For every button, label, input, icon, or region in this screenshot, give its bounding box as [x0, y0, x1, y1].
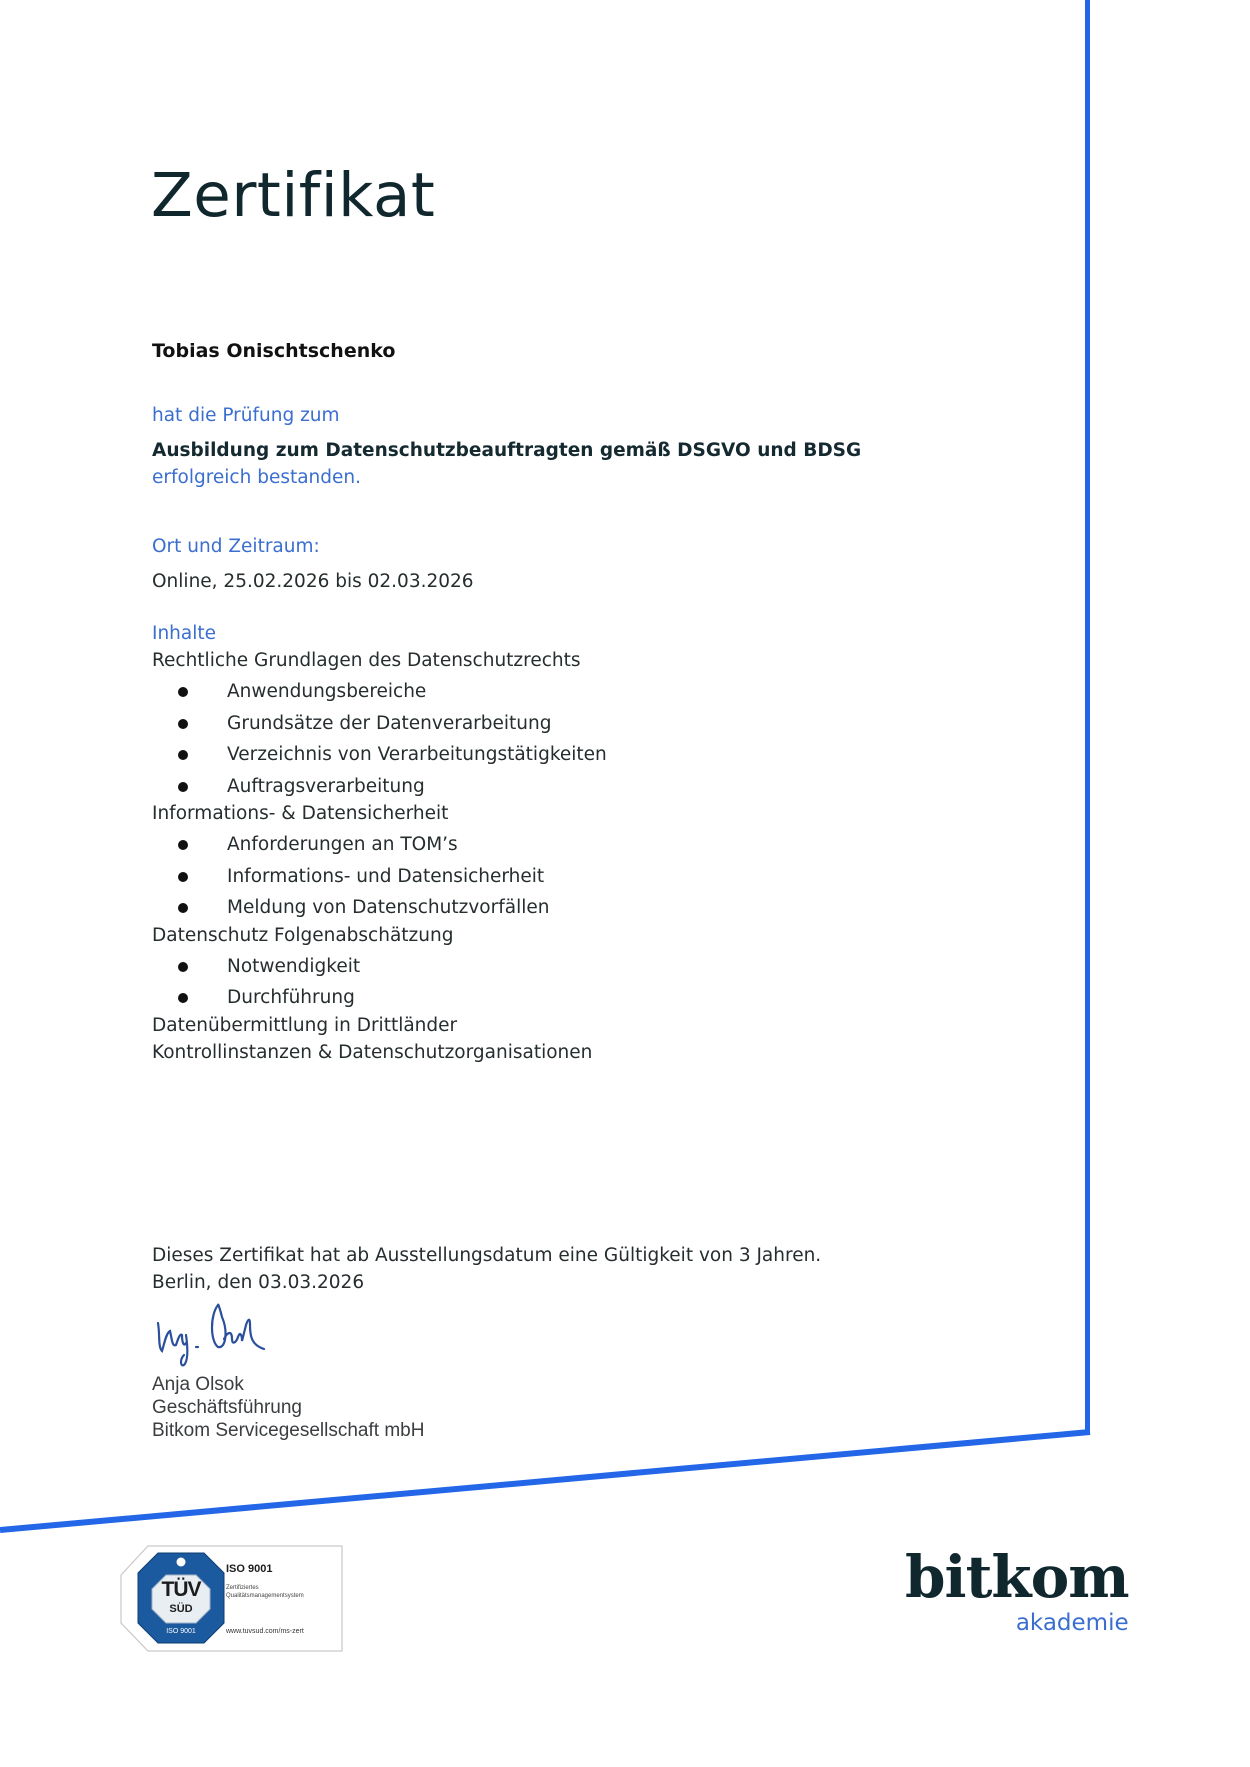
course-title: Ausbildung zum Datenschutzbeauftragten gemäß DSGVO und BDSG: [152, 440, 862, 461]
contents-heading: Kontrollinstanzen & Datenschutzorganisationen: [152, 1042, 593, 1063]
brand-sub: akademie: [1015, 1610, 1129, 1636]
tuv-logo-sub: SÜD: [169, 1603, 193, 1615]
recipient-name: Tobias Onischtschenko: [152, 340, 396, 362]
bullet-icon: [178, 719, 188, 729]
signatory-name: Anja Olsok: [152, 1374, 244, 1395]
tuv-url: www.tuvsud.com/ms-zert: [226, 1628, 304, 1635]
list-item: Durchführung: [227, 987, 355, 1008]
bitkom-akademie-logo: [905, 1543, 1129, 1636]
contents-heading: Datenübermittlung in Drittländer: [152, 1015, 458, 1036]
signature-image: [152, 1295, 292, 1370]
tuv-logo-iso: ISO 9001: [166, 1628, 196, 1635]
list-item: Informations- und Datensicherheit: [227, 866, 545, 887]
contents-heading: Rechtliche Grundlagen des Datenschutzrechts: [152, 650, 581, 671]
list-item: Anforderungen an TOM’s: [227, 834, 458, 855]
list-item: Grundsätze der Datenverarbeitung: [227, 713, 552, 734]
intro-text: hat die Prüfung zum: [152, 405, 340, 426]
signatory-company: Bitkom Servicegesellschaft mbH: [152, 1420, 425, 1441]
result-text: erfolgreich bestanden.: [152, 467, 362, 488]
contents-label: Inhalte: [152, 623, 217, 644]
list-item: Notwendigkeit: [227, 956, 361, 977]
list-item: Auftragsverarbeitung: [227, 776, 425, 797]
tuv-iso-badge: [120, 1545, 343, 1652]
brand-name: bitkom: [905, 1543, 1129, 1611]
signatory-role: Geschäftsführung: [152, 1397, 302, 1418]
bullet-icon: [178, 840, 188, 850]
iso-desc-line2: Qualitätsmanagementsystem: [226, 1593, 304, 1599]
tuv-logo-text: TÜV: [161, 1578, 201, 1601]
bullet-icon: [178, 687, 188, 697]
contents-heading: Informations- & Datensicherheit: [152, 803, 449, 824]
bullet-icon: [178, 782, 188, 792]
place-value: Online, 25.02.2026 bis 02.03.2026: [152, 571, 474, 592]
list-item: Meldung von Datenschutzvorfällen: [227, 897, 550, 918]
list-item: Verzeichnis von Verarbeitungstätigkeiten: [227, 744, 607, 765]
bullet-icon: [178, 750, 188, 760]
bullet-icon: [178, 872, 188, 882]
bullet-icon: [178, 962, 188, 972]
bullet-icon: [178, 993, 188, 1003]
bullet-icon: [178, 903, 188, 913]
place-label: Ort und Zeitraum:: [152, 536, 320, 557]
iso-title: ISO 9001: [226, 1563, 273, 1575]
validity-text: Dieses Zertifikat hat ab Ausstellungsdatum eine Gültigkeit von 3 Jahren.: [152, 1245, 822, 1266]
issue-date: Berlin, den 03.03.2026: [152, 1272, 365, 1293]
contents-heading: Datenschutz Folgenabschätzung: [152, 925, 454, 946]
list-item: Anwendungsbereiche: [227, 681, 427, 702]
page-title: Zertifikat: [151, 160, 436, 231]
iso-desc-line1: Zertifiziertes: [226, 1585, 259, 1591]
